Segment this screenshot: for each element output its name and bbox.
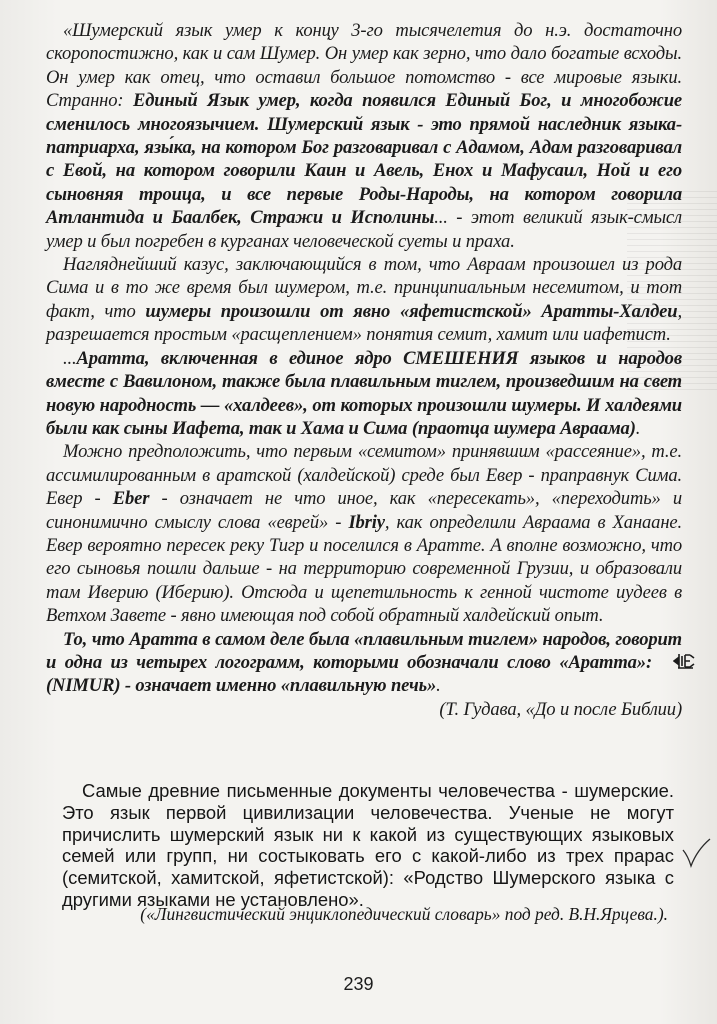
paragraph-1 [46, 19, 682, 253]
p4-text: Можно предположить, что первым «семитом» принявшим «рассеяние», т.е. ассимилированным в аратской (халдейской) среде был Евер - праправнук Сима. Евер - [46, 441, 682, 510]
dictionary-source: («Лингвистический энциклопедический словарь» под ред. В.Н.Ярцева.). [140, 904, 668, 924]
p1-text: «Шумерский язык умер к концу 3-го тысячелетия до н.э. достаточно скоропостижно, как и сам Шумер. Он умер как зерно, что дало богатые всходы. Он умер как отец, что оставил большое потомство - все мировые языки. Странно: [46, 20, 682, 112]
p3-ellipsis: ... [63, 347, 77, 369]
page-number: 239 [343, 974, 374, 994]
main-paragraph-text: Самые древние письменные документы человечества - шумерские. Это язык первой цивилизации человечества. Ученые не могут причислить шумерский язык ни к какой из существующих языковых семей или групп, ни состыковать его с какой-либо из трех прарас (семитской, хамитской, яфетистской): «Родство Шумерского языка с другими языками не установлено». [62, 780, 674, 910]
checkmark-icon [680, 836, 712, 870]
quoted-passage [46, 19, 682, 721]
p3-end: . [635, 417, 641, 439]
main-paragraph [62, 780, 674, 911]
paragraph-5 [46, 628, 682, 698]
p1-end: ... - этот великий язык-смысл умер и был погребен в курганах человеческой суеты и праха. [46, 207, 682, 252]
p5-end: . [436, 675, 441, 697]
p5-bold-2: (NIMUR) - означает именно «плавильную печь» [46, 675, 437, 697]
p4-ibriy: Ibriy [348, 511, 385, 533]
p5-bold: То, что Аратта в самом деле была «плавильным тиглем» народов, говорит и одна из четырех логограмм, которыми обозначали слово «Аратта»: [46, 628, 682, 673]
p4-end: , как определили Авраама в Ханаане. Евер вероятно пересек реку Тигр и поселился в Аратте. А вполне возможно, что его сыновья пошли дальше - на территорию современной Грузии, и образовали там Иверию (Иберию). Отсюда и щепетильность к генной чистоте иудеев в Ветхом Завете - явно имеющая под собой обратный халдейский опыт. [46, 511, 682, 627]
p4-mid: - означает не что иное, как «пересекать», «переходить» и синонимично смыслу слова «еврей» - [46, 488, 683, 533]
paragraph-2 [46, 253, 682, 347]
paragraph-3 [46, 347, 682, 441]
p3-bold: Аратта, включенная в единое ядро СМЕШЕНИЯ языков и народов вместе с Вавилоном, также была плавильным тиглем, произведшим на свет новую народность — «халдеев», от которых произошли шумеры. И халдеями были как сыны Иафета, так и Хама и Сима (праотца шумера Авраама) [46, 347, 682, 439]
paragraph-4 [46, 440, 682, 627]
p2-end: , разрешается простым «расщеплением» понятия семит, хамит или иафетист. [46, 300, 682, 346]
p2-text: Нагляднейший казус, заключающийся в том, что Авраам произошел из рода Сима и в то же время был шумером, т.е. принципиальным несемитом, и тот факт, что [46, 254, 682, 322]
p2-bold: шумеры произошли от явно «яфетистской» Аратты-Халдеи [145, 300, 678, 322]
p4-eber: Eber [112, 488, 150, 510]
quote-citation: (Т. Гудава, «До и после Библии) [439, 698, 682, 720]
cuneiform-logogram-icon [656, 652, 678, 670]
p1-bold: Единый Язык умер, когда появился Единый Бог, и многобожие сменилось многоязычием. Шумерский язык - это прямой наследник языка-патриарха, язы́ка, на котором Бог разговаривал с Адамом, Адам разговаривал с Евой, на котором говорили Каин и Авель, Енох и Мафусаил, Ной и его сыновняя троица, и все первые Роды-Народы, на котором говорила Атлантида и Баалбек, Стражи и Исполины [46, 90, 682, 229]
